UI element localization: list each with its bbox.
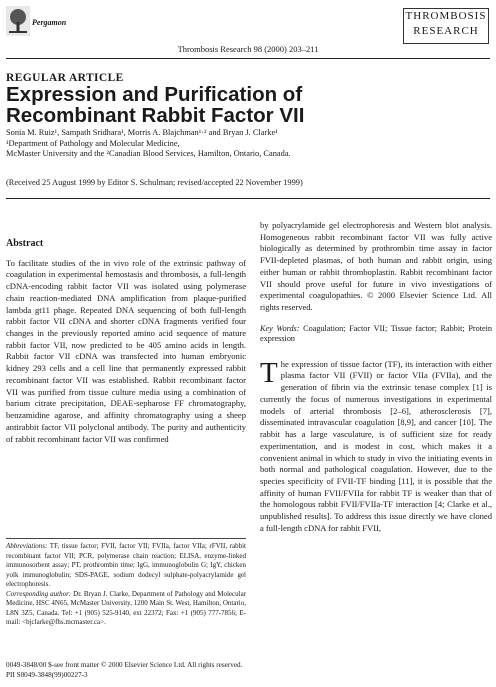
- dropcap-letter: T: [260, 356, 278, 389]
- author-list: Sonia M. Ruiz¹, Sampath Sridhara¹, Morris A. Blajchman¹·² and Bryan J. Clarke¹: [6, 128, 278, 137]
- keywords-label: Key Words:: [260, 323, 300, 333]
- introduction-body: he expression of tissue factor (TF), its interaction with either plasma factor VII (FVII) or factor VIIa (FVIIa), and the generation of fibrin via the extrinsic tenase complex [1] is currently the focus of numerous investigations in experimental models of arterial thrombosis [2–6], atherosclerosis [7], disseminated intravascular coagulation [8,9], and cancer [10]. The rabbit has a large vasculature, is of sufficient size for ready experimentation, and is modest in cost, which makes it a convenient animal in which to study in vivo the initiating events in both normal and pathological coagulation. However, due to the species specificity of FVII-TF binding [11], it is possible that the affinity of human FVII/FVIIa for rabbit TF is weaker than that of the homologous rabbit FVII/FVIIa-TF interaction [4; Clarke et al., unpublished results]. To address this issue directly we have cloned a full-length cDNA for rabbit FVII,: [260, 358, 492, 533]
- copyright-line: 0049-3848/00 $-see front matter © 2000 Elsevier Science Ltd. All rights reserved.: [6, 661, 243, 669]
- section-label: REGULAR ARTICLE: [6, 72, 124, 84]
- footnotes: [6, 538, 246, 628]
- author-block: [6, 128, 291, 160]
- publisher-logo: [6, 6, 70, 36]
- publisher-logo-text: Pergamon: [32, 18, 67, 27]
- affiliation-2: McMaster University and the ²Canadian Blood Services, Hamilton, Ontario, Canada.: [6, 149, 291, 159]
- abbreviations-footnote: [6, 542, 246, 590]
- left-column: [6, 238, 246, 445]
- journal-brand-line2: RESEARCH: [413, 25, 479, 37]
- corresponding-author-text: Dr. Bryan J. Clarke, Department of Pathology and Molecular Medicine, HSC 4N65, McMaster University, 1200 Main St. West, Hamilton, Ontario, L8N 3Z5, Canada. Tel: +1 (905) 525-9140, ext 22372; Fax: +1 (905) 777-7856; E-mail: <bjclarke@fhs.mcmaster.ca>.: [6, 589, 247, 627]
- right-column: [260, 220, 492, 535]
- page-footer: [6, 660, 242, 680]
- affiliation-1: ¹Department of Pathology and Molecular Medicine,: [6, 138, 180, 148]
- title-rule: [6, 198, 490, 199]
- abstract-continuation: by polyacrylamide gel electrophoresis and Western blot analysis. Homogeneous rabbit recombinant factor VII was fully active biologically as determined by prothrombin time assay in factor FVII-depleted plasmas, of both human and rabbit origin, using either human or rabbit thromboplastin. Rabbit recombinant factor VII should prove useful for future in vivo investigations of experimental coagulopathies. © 2000 Elsevier Science Ltd. All rights reserved.: [260, 220, 492, 313]
- abstract-heading: Abstract: [6, 238, 44, 249]
- header-rule: [6, 58, 490, 59]
- pii-line: PII S0049-3848(99)00227-3: [6, 671, 88, 679]
- corresponding-author-label: Corresponding author:: [6, 589, 72, 598]
- abbreviations-label: Abbreviations:: [6, 542, 48, 550]
- journal-brand: [403, 8, 489, 44]
- received-dates: (Received 25 August 1999 by Editor S. Schulman; revised/accepted 22 November 1999): [6, 178, 303, 187]
- title-line2: Recombinant Rabbit Factor VII: [6, 104, 305, 127]
- title-line1: Expression and Purification of: [6, 83, 303, 106]
- introduction: [260, 356, 492, 535]
- journal-citation: Thrombosis Research 98 (2000) 203–211: [177, 44, 319, 54]
- abbreviations-text: TF, tissue factor; FVII, factor VII; FVIIa, factor VIIa; rFVII, rabbit recombinant factor VII; PCR, polymerase chain reaction; ELISA, enzyme-linked immunosorbent assay; PT, prothrombin time; IgG, immunoglobulin G; IgY, chicken yolk immunoglobulin; SDS-PAGE, sodium dodecyl sulphate-polyacrylamide gel electrophoresis.: [6, 542, 246, 589]
- elsevier-tree-icon: [6, 6, 30, 36]
- article-title: [6, 84, 304, 126]
- abstract-body: To facilitate studies of the in vivo role of the extrinsic pathway of coagulation in experimental hemostasis and thrombosis, a full-length cDNA-encoding rabbit factor VII was isolated using polymerase chain reaction-mediated DNA amplification from plaque-purified lambda gt11 phage. Repeated DNA sequencing of both full-length rabbit factor VII cDNA and shorter cDNA fragments verified four changes in the previously reported amino acid sequence of mature rabbit factor VII, now predicted to be 405 amino acids in length. Rabbit factor VII cDNA was transfected into human embryonic kidney 293 cells and a cell line that permanently expressed rabbit recombinant factor VII was established. Rabbit recombinant factor VII was purified from tissue culture media using a combination of barium citrate precipitation, DEAE-sepharose FF chromatography, benzamidine agarose, and affinity chromatography using a sheep antirabbit factor VII polyclonal antibody. The purity and authenticity of rabbit recombinant factor VII was confirmed: [6, 257, 246, 444]
- keywords-text: Coagulation; Factor VII; Tissue factor; Rabbit; Protein expression: [260, 323, 492, 344]
- corresponding-author-footnote: [6, 590, 246, 628]
- journal-brand-line1: THROMBOSIS: [405, 10, 487, 22]
- keywords: [260, 324, 492, 345]
